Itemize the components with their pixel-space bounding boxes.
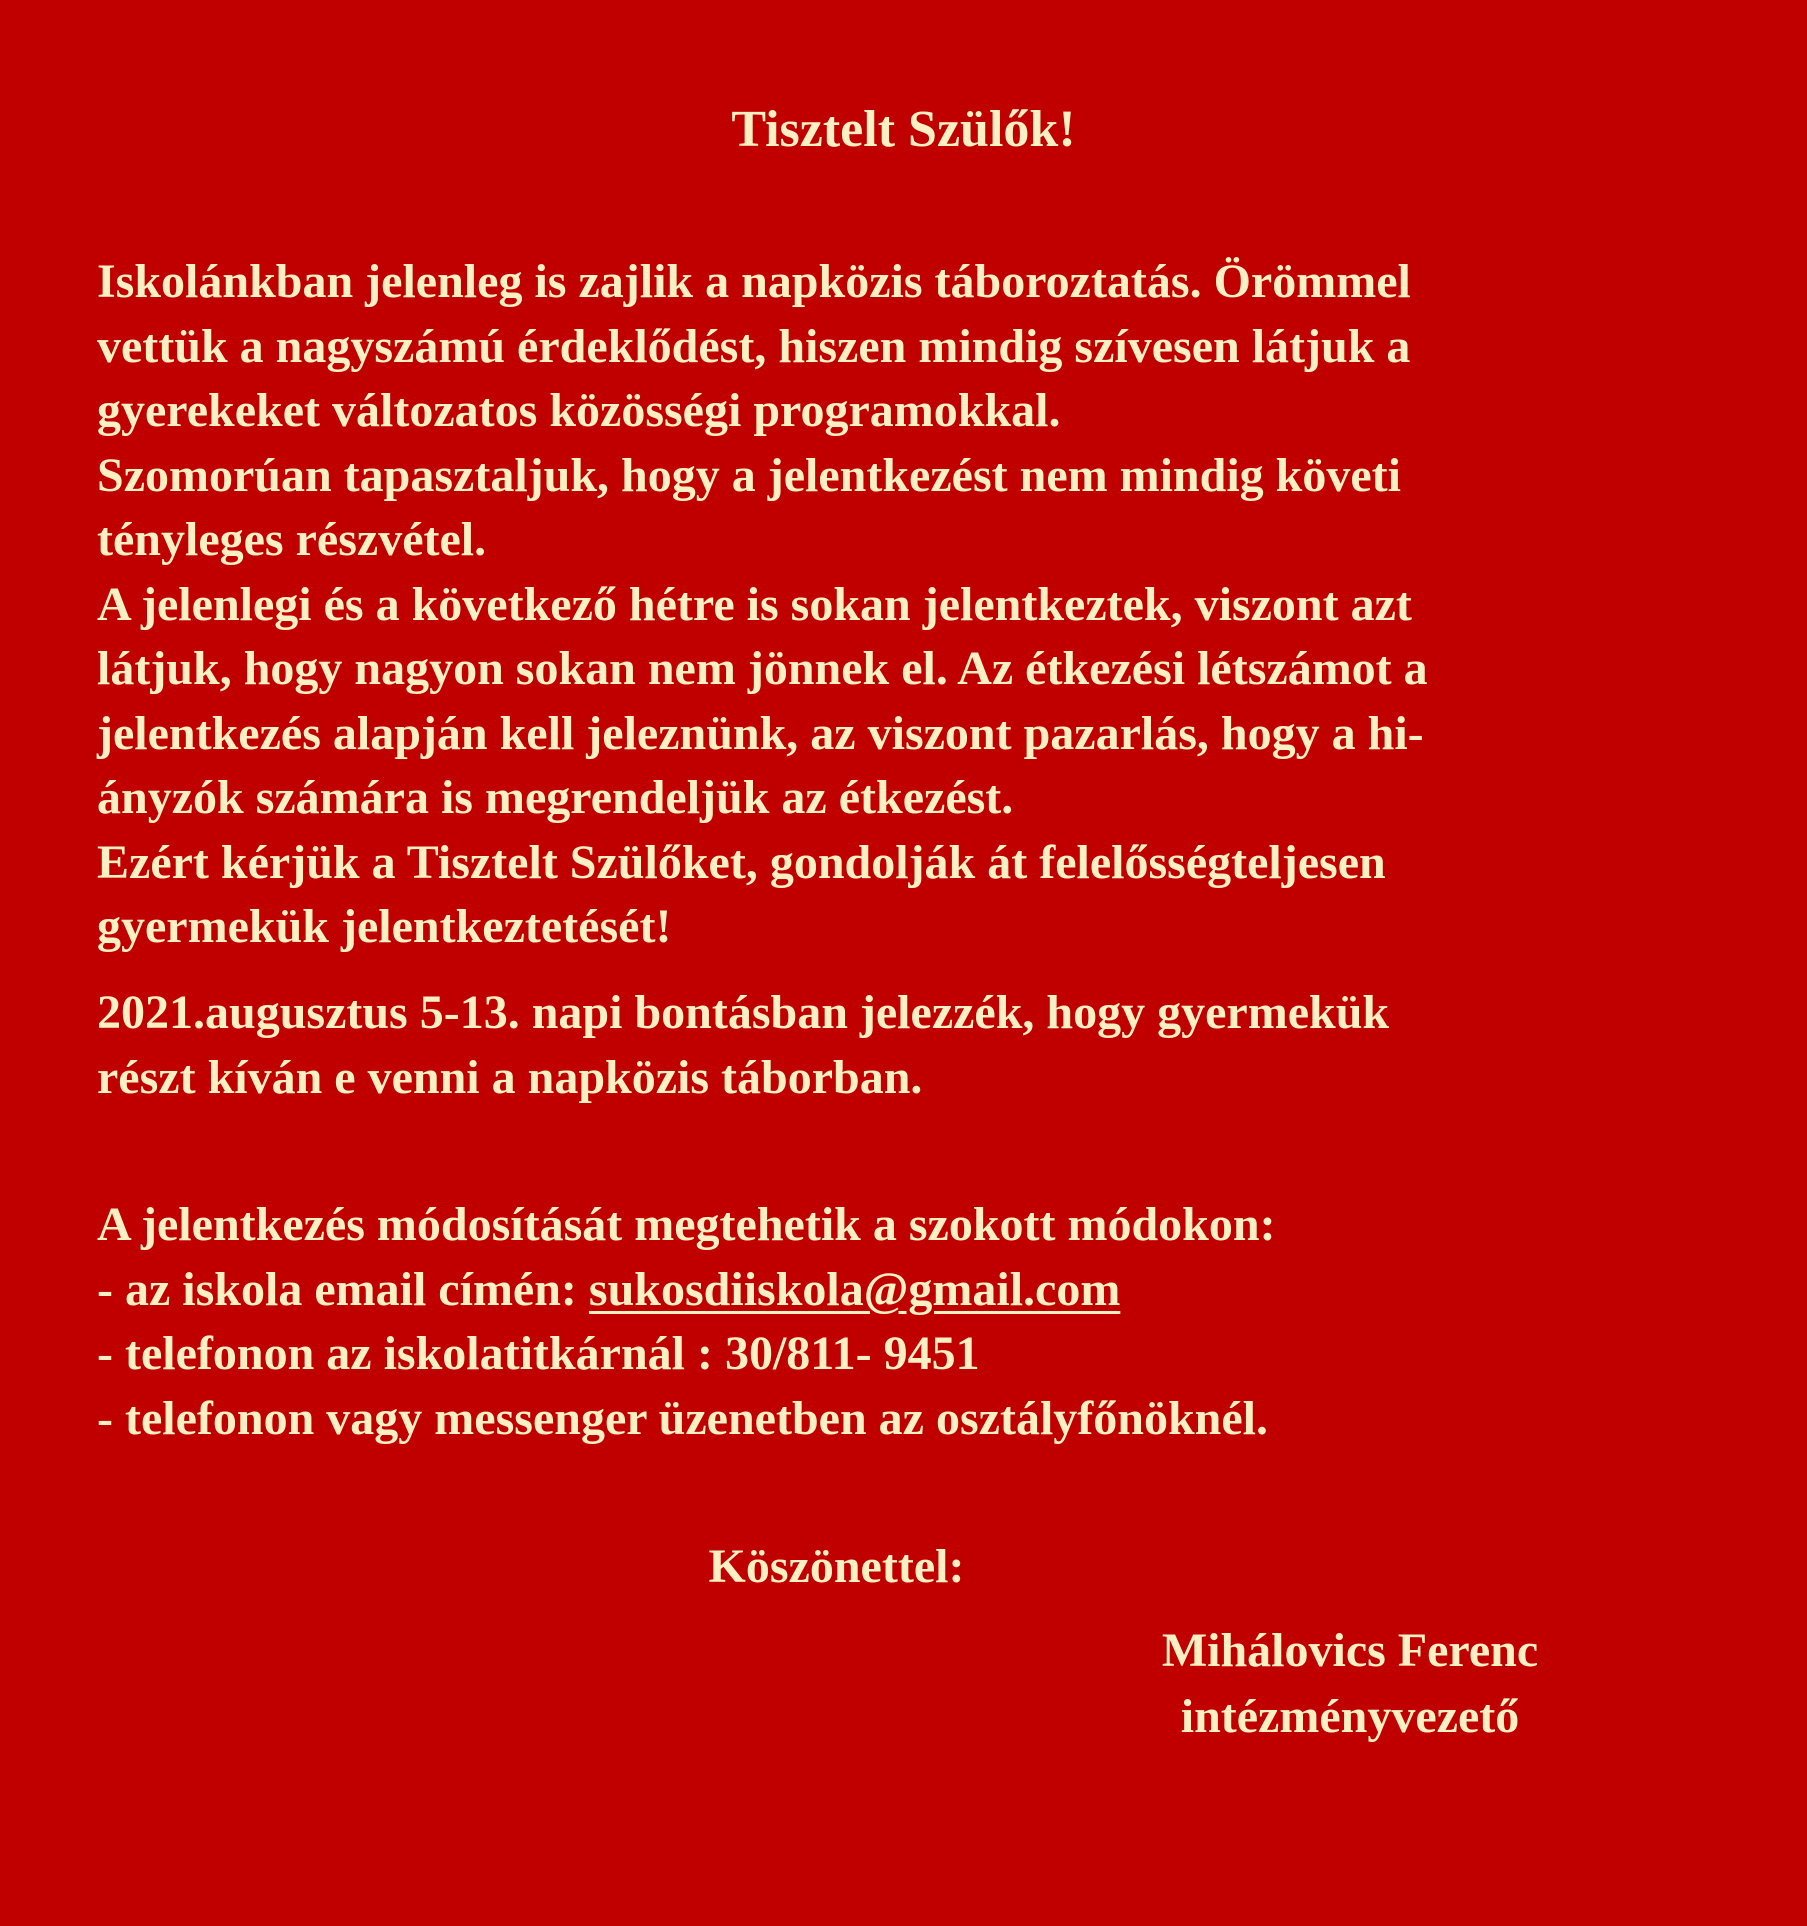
page-title: Tisztelt Szülők! — [731, 101, 1076, 158]
signature-name: Mihálovics Ferenc — [1161, 1624, 1539, 1677]
text-line: A jelenlegi és a következő hétre is sokan jelentkeztek, viszont azt — [97, 577, 1412, 631]
text-line: látjuk, hogy nagyon sokan nem jönnek el. Az étkezési létszámot a — [97, 642, 1428, 695]
text-line: gyermekük jelentkeztetését! — [97, 900, 672, 953]
email-link[interactable]: sukosdiiskola@gmail.com — [588, 1262, 1121, 1316]
text-line: Szomorúan tapasztaljuk, hogy a jelentkezést nem mindig követi — [97, 448, 1401, 502]
phone-line: - telefonon az iskolatitkárnál : 30/811- 9451 — [97, 1327, 980, 1380]
email-line — [97, 1258, 1737, 1323]
text-line: tényleges részvétel. — [97, 513, 487, 566]
text-line: ányzók számára is megrendeljük az étkezést. — [97, 771, 1014, 824]
contact-paragraph — [97, 1193, 1737, 1451]
text-line: 2021.augusztus 5-13. napi bontásban jelezzék, hogy gyermekük — [97, 986, 1390, 1039]
dates-paragraph — [97, 981, 1737, 1110]
text-line: gyerekeket változatos közösségi programokkal. — [97, 384, 1061, 437]
text-line: vettük a nagyszámú érdeklődést, hiszen mindig szívesen látjuk a — [97, 319, 1411, 373]
text-line: Iskolánkban jelenleg is zajlik a napközis táboroztatás. Örömmel — [97, 255, 1411, 308]
main-paragraphs — [97, 250, 1737, 960]
contact-intro: A jelentkezés módosítását megtehetik a szokott módokon: — [97, 1198, 1276, 1251]
signature — [1100, 1618, 1600, 1750]
signature-title: intézményvezető — [1180, 1690, 1520, 1743]
text-line: Ezért kérjük a Tisztelt Szülőket, gondolják át felelősségteljesen — [97, 835, 1386, 889]
messenger-line: - telefonon vagy messenger üzenetben az osztályfőnöknél. — [97, 1391, 1268, 1445]
closing-text: Köszönettel: — [708, 1540, 965, 1593]
text-line: részt kíván e venni a napközis táborban. — [97, 1050, 923, 1104]
text-line: jelentkezés alapján kell jeleznünk, az viszont pazarlás, hogy a hi- — [97, 706, 1424, 760]
email-prefix: - az iskola email címén: — [97, 1262, 589, 1316]
